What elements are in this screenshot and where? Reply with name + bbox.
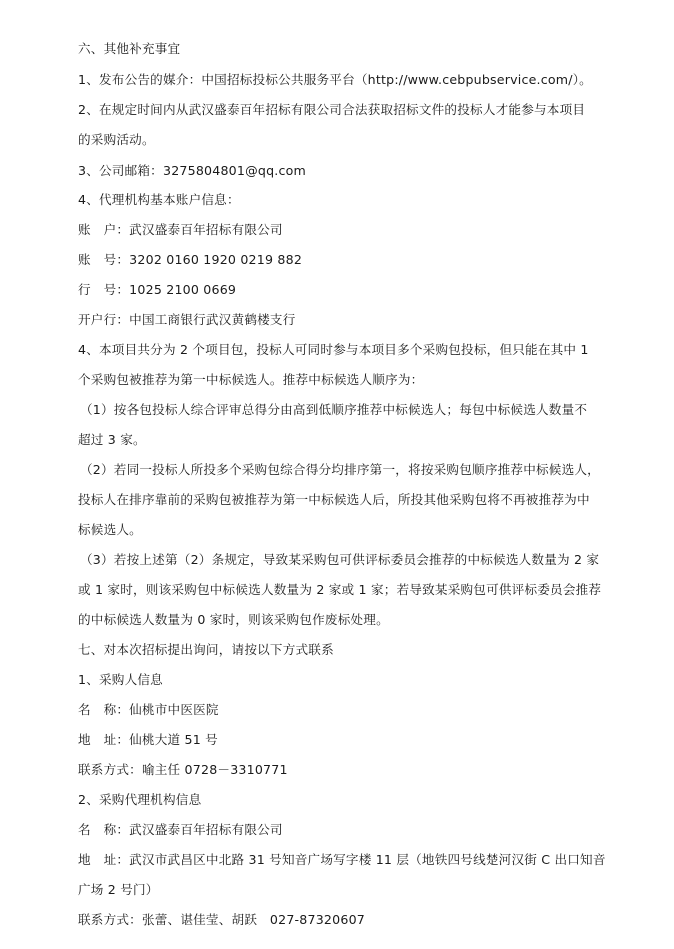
text-line: （2）若同一投标人所投多个采购包综合得分均排序第一，将按采购包顺序推荐中标候选人， — [80, 462, 600, 477]
agency-contact-line: 联系方式：张蕾、谌佳莹、胡跃 027-87320607 — [78, 912, 365, 927]
account-name-line: 账 户：武汉盛泰百年招标有限公司 — [78, 222, 283, 237]
text-line: 广场 2 号门） — [78, 882, 159, 897]
text-line: 1、发布公告的媒介：中国招标投标公共服务平台（http://www.cebpubservice.com/）。 — [78, 72, 592, 87]
account-number-line: 账 号：3202 0160 1920 0219 882 — [78, 252, 303, 267]
text-line: 超过 3 家。 — [78, 432, 146, 447]
text-line: 个采购包被推荐为第一中标候选人。推荐中标候选人顺序为： — [78, 372, 424, 387]
purchaser-contact-line: 联系方式：喻主任 0728－3310771 — [78, 762, 288, 777]
text-line: 4、本项目共分为 2 个项目包，投标人可同时参与本项目多个采购包投标，但只能在其中 1 — [78, 342, 589, 357]
text-line: 标候选人。 — [78, 522, 142, 537]
text-line: 2、在规定时间内从武汉盛泰百年招标有限公司合法获取招标文件的投标人才能参与本项目 — [78, 102, 586, 117]
text-line: 2、采购代理机构信息 — [78, 792, 202, 807]
text-line: 1、采购人信息 — [78, 672, 163, 687]
purchaser-name-line: 名 称：仙桃市中医医院 — [78, 702, 219, 717]
text-line: 或 1 家时，则该采购包中标候选人数量为 2 家或 1 家；若导致某采购包可供评标委员会推荐 — [78, 582, 602, 597]
bank-number-line: 行 号：1025 2100 0669 — [78, 282, 237, 297]
text-line: 的中标候选人数量为 0 家时，则该采购包作废标处理。 — [78, 612, 389, 627]
text-line: 4、代理机构基本账户信息： — [78, 192, 240, 207]
text-line: 投标人在排序靠前的采购包被推荐为第一中标候选人后，所投其他采购包将不再被推荐为中 — [78, 492, 590, 507]
section-heading-7: 七、对本次招标提出询问，请按以下方式联系 — [78, 642, 334, 657]
purchaser-address-line: 地 址：仙桃大道 51 号 — [78, 732, 218, 747]
agency-address-line: 地 址：武汉市武昌区中北路 31 号知音广场写字楼 11 层（地铁四号线楚河汉街 C 出口知音 — [78, 852, 606, 867]
agency-name-line: 名 称：武汉盛泰百年招标有限公司 — [78, 822, 283, 837]
bank-line: 开户行：中国工商银行武汉黄鹤楼支行 — [78, 312, 296, 327]
email-line: 3、公司邮箱：3275804801@qq.com — [78, 163, 306, 178]
section-heading-6: 六、其他补充事宜 — [78, 41, 181, 56]
text-line: （3）若按上述第（2）条规定，导致某采购包可供评标委员会推荐的中标候选人数量为 2 家 — [80, 552, 600, 567]
text-line: 的采购活动。 — [78, 132, 155, 147]
text-line: （1）按各包投标人综合评审总得分由高到低顺序推荐中标候选人；每包中标候选人数量不 — [80, 402, 588, 417]
